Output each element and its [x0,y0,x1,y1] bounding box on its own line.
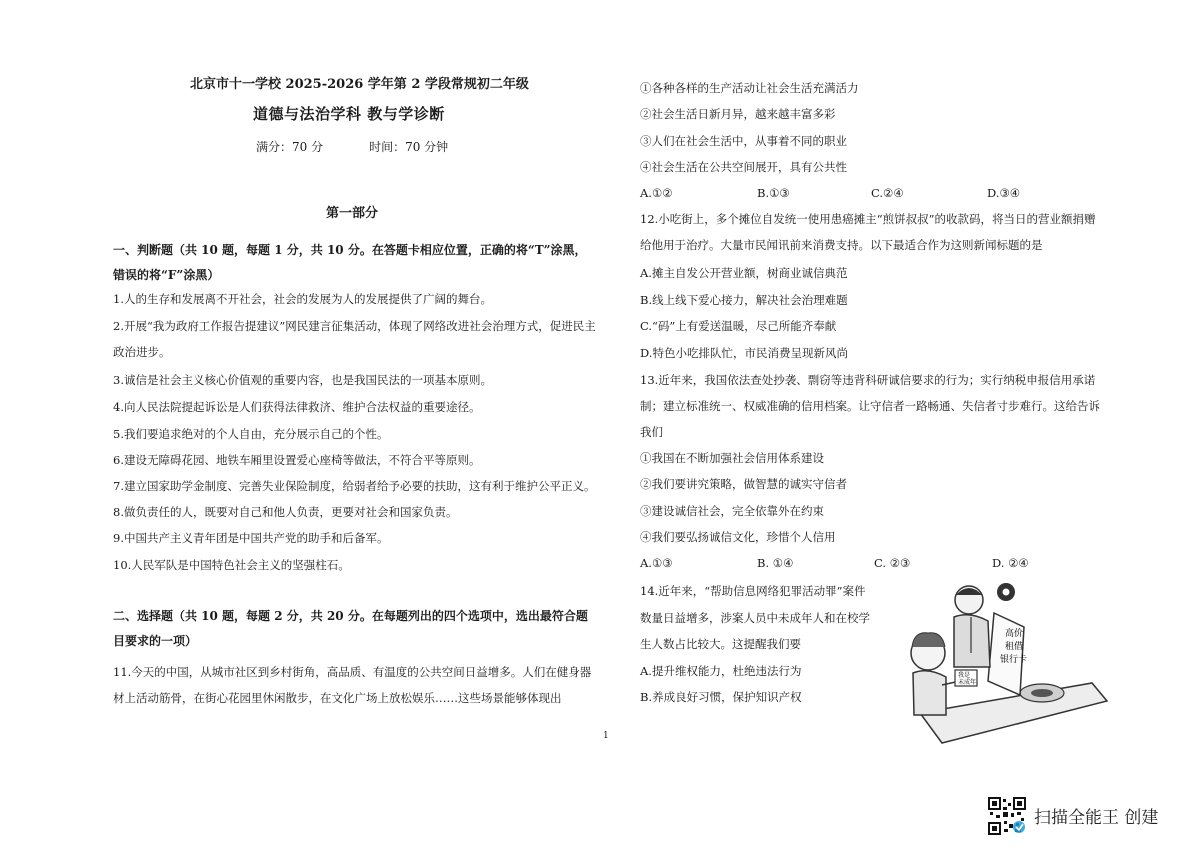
q13-statement: ②我们要讲究策略，做智慧的诚实守信者 [640,477,847,491]
judge-item: 6.建设无障碍花园、地铁车厢里设置爱心座椅等做法，不符合平等原则。 [113,453,481,467]
question-14-line: 14.近年来，“帮助信息网络犯罪活动罪”案件 [640,584,866,598]
scanner-watermark [988,797,1188,837]
q11-option-a: A.①② [640,186,673,200]
exam-title: 道德与法治学科 教与学诊断 [253,105,445,123]
q13-statement: ④我们要弘扬诚信文化，珍惜个人信用 [640,530,836,544]
q12-option-d: D.特色小吃排队忙，市民消费呈现新风尚 [640,346,848,360]
judge-item: 7.建立国家助学金制度、完善失业保险制度，给弱者给予必要的扶助，这有利于维护公平正义。 [113,479,596,493]
question-14-line: 数量日益增多，涉案人员中未成年人和在校学 [640,611,870,625]
q13-option-b: B. ①④ [757,556,794,570]
score-time-line [256,141,448,154]
q13-option-d: D. ②④ [992,556,1029,570]
q13-option-a: A.①③ [640,556,673,570]
q12-option-a: A.摊主自发公开营业额，树商业诚信典范 [640,266,848,280]
card-label-1: 高价 [1005,629,1024,639]
judge-item: 2.开展“我为政府工作报告提建议”网民建言征集活动，体现了网络改进社会治理方式，促进民主政治进步。 [113,319,596,359]
judge-item: 4.向人民法院提起诉讼是人们获得法律救济、维护合法权益的重要途径。 [113,400,481,414]
part-title: 第一部分 [326,206,379,221]
question-14-line: 生人数占比较大。这提醒我们要 [640,637,801,651]
q11-statement: ①各种各样的生产活动让社会生活充满活力 [640,81,859,95]
q11-option-c: C.②④ [871,186,904,200]
full-score: 满分：70 分 [256,140,324,154]
q11-statement: ②社会生活日新月异，越来越丰富多彩 [640,107,836,121]
q13-statement: ③建设诚信社会，完全依靠外在约束 [640,504,824,518]
q11-option-d: D.③④ [987,186,1021,200]
qr-code-icon [988,797,1026,835]
question-11-stem: 11.今天的中国，从城市社区到乡村街角，高品质、有温度的公共空间日益增多。人们在健身器材上活动筋骨，在街心花园里休闲散步，在文化广场上放松娱乐……这些场景能够体现出 [113,665,592,705]
exam-time: 时间：70 分钟 [369,140,449,154]
card-label-2: 租借 [1005,642,1024,652]
card-label-3: 银行卡 [1000,655,1028,665]
q12-option-b: B.线上线下爱心接力，解决社会治理难题 [640,293,848,307]
judge-item: 9.中国共产主义青年团是中国共产党的助手和后备军。 [113,531,389,545]
scanner-label: 扫描全能王 创建 [1034,808,1159,828]
judge-item: 8.做负责任的人，既要对自己和他人负责，更要对社会和国家负责。 [113,505,458,519]
judge-item: 10.人民军队是中国特色社会主义的坚强柱石。 [113,558,350,572]
q11-statement: ④社会生活在公共空间展开，具有公共性 [640,160,847,174]
page-number: 1 [603,731,609,741]
q13-option-c: C. ②③ [874,556,911,570]
judge-item: 5.我们要追求绝对的个人自由，充分展示自己的个性。 [113,427,389,441]
q14-option-a: A.提升维权能力，杜绝违法行为 [640,664,802,678]
section1-heading: 一、判断题（共 10 题，每题 1 分，共 10 分。在答题卡相应位置，正确的将“T”涂黑，错误的将“F”涂黑） [113,243,587,282]
q11-statement: ③人们在社会生活中，从事着不同的职业 [640,134,847,148]
school-title: 北京市十一学校 2025-2026 学年第 2 学段常规初二年级 [190,77,529,92]
judge-item: 3.诚信是社会主义核心价值观的重要内容，也是我国民法的一项基本原则。 [113,373,492,387]
q14-option-b: B.养成良好习惯，保护知识产权 [640,690,802,704]
section2-heading: 二、选择题（共 10 题，每题 2 分，共 20 分。在每题列出的四个选项中，选出最符合题目要求的一项） [113,609,588,648]
cartoon-illustration [902,573,1112,751]
badge-label-2: 未成年 [958,679,977,686]
question-13-stem: 13.近年来，我国依法查处抄袭、剽窃等违背科研诚信要求的行为；实行纳税申报信用承诺制；建立标准统一、权威准确的信用档案。让守信者一路畅通、失信者寸步难行。这给告诉我们 [640,373,1100,439]
q11-option-b: B.①③ [757,186,790,200]
question-14-cartoon [902,573,1112,751]
badge-label-1: 我是 [958,672,971,679]
q13-statement: ①我国在不断加强社会信用体系建设 [640,451,824,465]
judge-item: 1.人的生存和发展离不开社会，社会的发展为人的发展提供了广阔的舞台。 [113,292,492,306]
question-12-stem: 12.小吃街上，多个摊位自发统一使用患癌摊主“煎饼叔叔”的收款码，将当日的营业额捐赠给他用于治疗。大量市民闻讯前来消费支持。以下最适合作为这则新闻标题的是 [640,212,1096,252]
q12-option-c: C.“码”上有爱送温暖，尽己所能齐奉献 [640,319,837,333]
